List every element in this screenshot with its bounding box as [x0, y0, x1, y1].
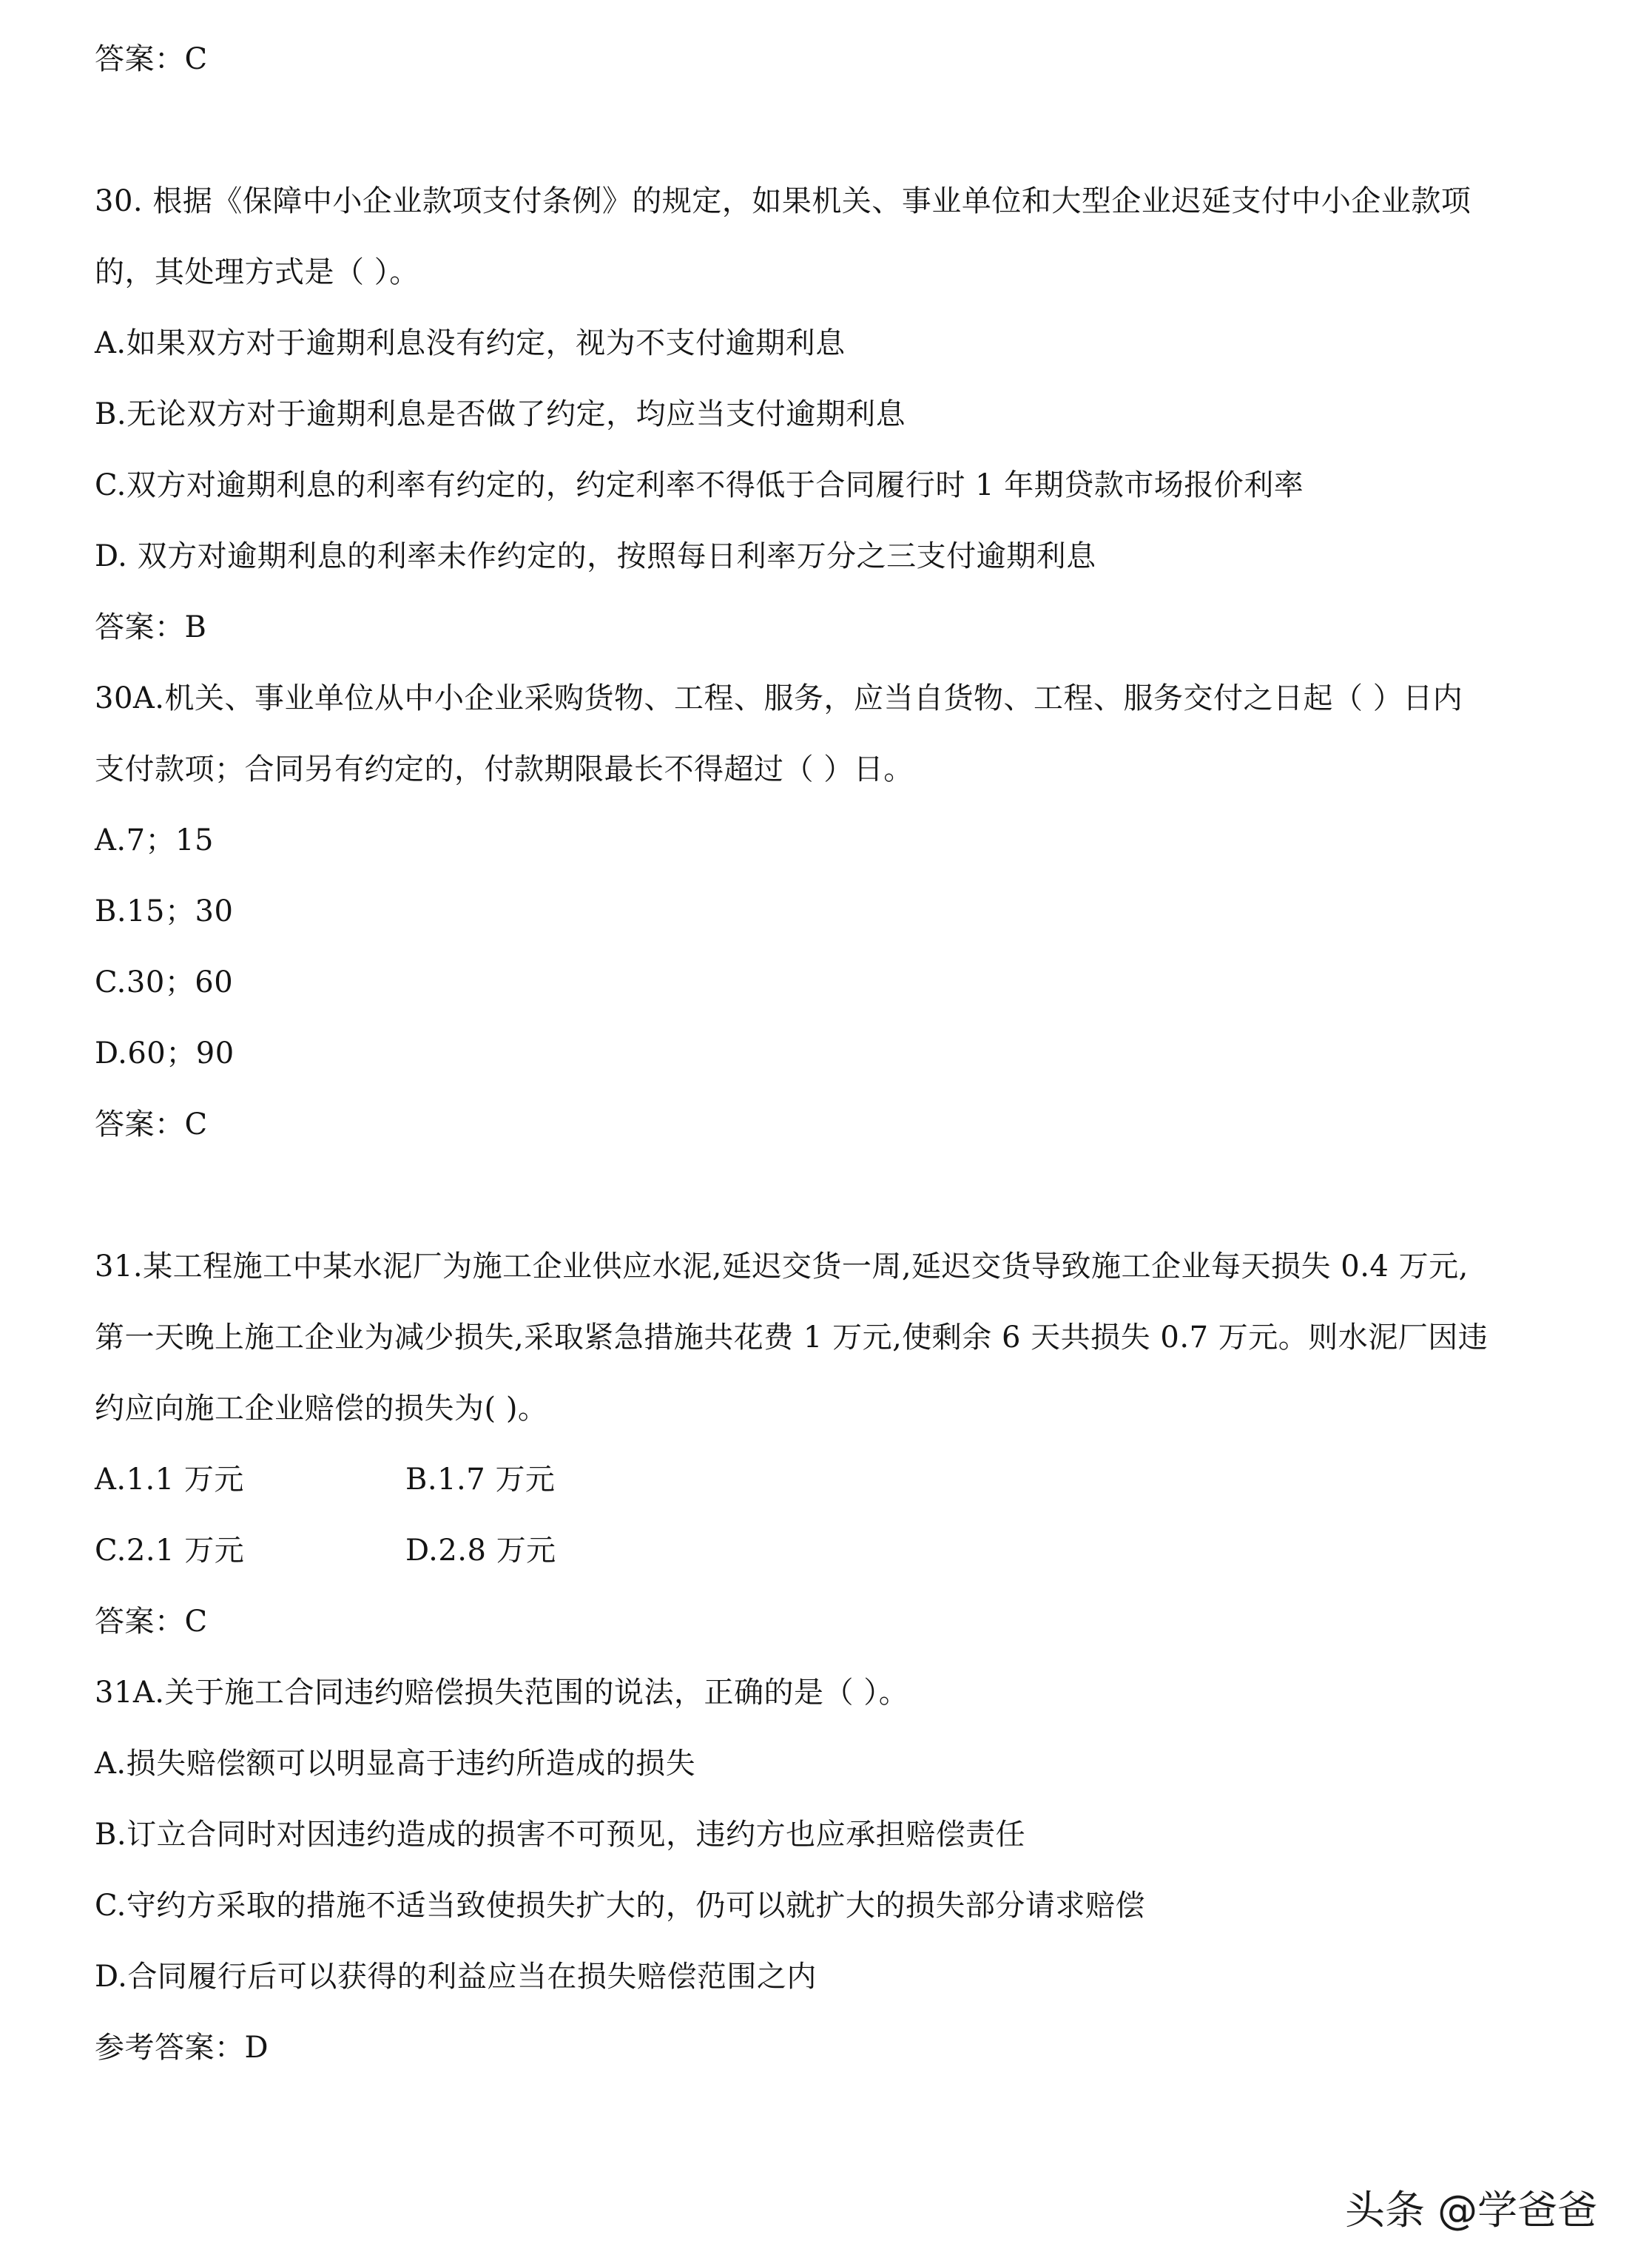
question-30-stem-line-1: 30. 根据《保障中小企业款项支付条例》的规定，如果机关、事业单位和大型企业迟延支付中小企业款项: [95, 184, 1471, 218]
question-31-stem-line-3: 约应向施工企业赔偿的损失为( )。: [95, 1392, 548, 1426]
question-30a-option-d: D.60；90: [95, 1036, 235, 1070]
question-31a-option-c: C.守约方采取的措施不适当致使损失扩大的，仍可以就扩大的损失部分请求赔偿: [95, 1889, 1145, 1923]
question-30a-answer: 答案：C: [95, 1107, 208, 1141]
question-30a-stem-line-2: 支付款项；合同另有约定的，付款期限最长不得超过（ ）日。: [95, 752, 914, 786]
question-30-answer: 答案：B: [95, 610, 207, 644]
question-31a-option-b: B.订立合同时对因违约造成的损害不可预见，违约方也应承担赔偿责任: [95, 1818, 1026, 1852]
question-31a-answer: 参考答案：D: [95, 2031, 269, 2065]
question-30-option-d: D. 双方对逾期利息的利率未作约定的，按照每日利率万分之三支付逾期利息: [95, 539, 1096, 573]
question-30-option-b: B.无论双方对于逾期利息是否做了约定，均应当支付逾期利息: [95, 397, 906, 431]
question-31a-stem-line-1: 31A.关于施工合同违约赔偿损失范围的说法，正确的是（ ）。: [95, 1676, 909, 1710]
question-30a-option-c: C.30；60: [95, 965, 234, 999]
question-30a-option-a: A.7；15: [95, 823, 214, 857]
question-31-options-row-2: [95, 1530, 556, 1571]
question-31-stem-line-1: 31.某工程施工中某水泥厂为施工企业供应水泥,延迟交货一周,延迟交货导致施工企业每天损失 0.4 万元,: [95, 1250, 1469, 1284]
question-30-stem-line-2: 的，其处理方式是（ ）。: [95, 255, 419, 289]
question-31-option-d: D.2.8 万元: [405, 1534, 556, 1568]
answer-q29: 答案：C: [95, 42, 208, 76]
question-31-option-b: B.1.7 万元: [405, 1463, 556, 1497]
question-31-option-c: C.2.1 万元: [95, 1534, 245, 1568]
question-30a-stem-line-1: 30A.机关、事业单位从中小企业采购货物、工程、服务，应当自货物、工程、服务交付之日起（ ）日内: [95, 681, 1463, 715]
question-30-option-c: C.双方对逾期利息的利率有约定的，约定利率不得低于合同履行时 1 年期贷款市场报价利率: [95, 468, 1304, 502]
question-31a-option-a: A.损失赔偿额可以明显高于违约所造成的损失: [95, 1747, 696, 1781]
question-31-options-row-1: [95, 1459, 556, 1500]
question-31a-option-d: D.合同履行后可以获得的利益应当在损失赔偿范围之内: [95, 1960, 817, 1994]
question-30a-option-b: B.15；30: [95, 894, 234, 928]
watermark-text: 头条 @学爸爸: [1345, 2187, 1598, 2233]
question-31-stem-line-2: 第一天晚上施工企业为减少损失,采取紧急措施共花费 1 万元,使剩余 6 天共损失 0.7 万元。则水泥厂因违: [95, 1321, 1489, 1355]
question-31-option-a: A.1.1 万元: [95, 1463, 244, 1497]
question-31-answer: 答案：C: [95, 1605, 208, 1639]
question-30-option-a: A.如果双方对于逾期利息没有约定，视为不支付逾期利息: [95, 326, 846, 360]
